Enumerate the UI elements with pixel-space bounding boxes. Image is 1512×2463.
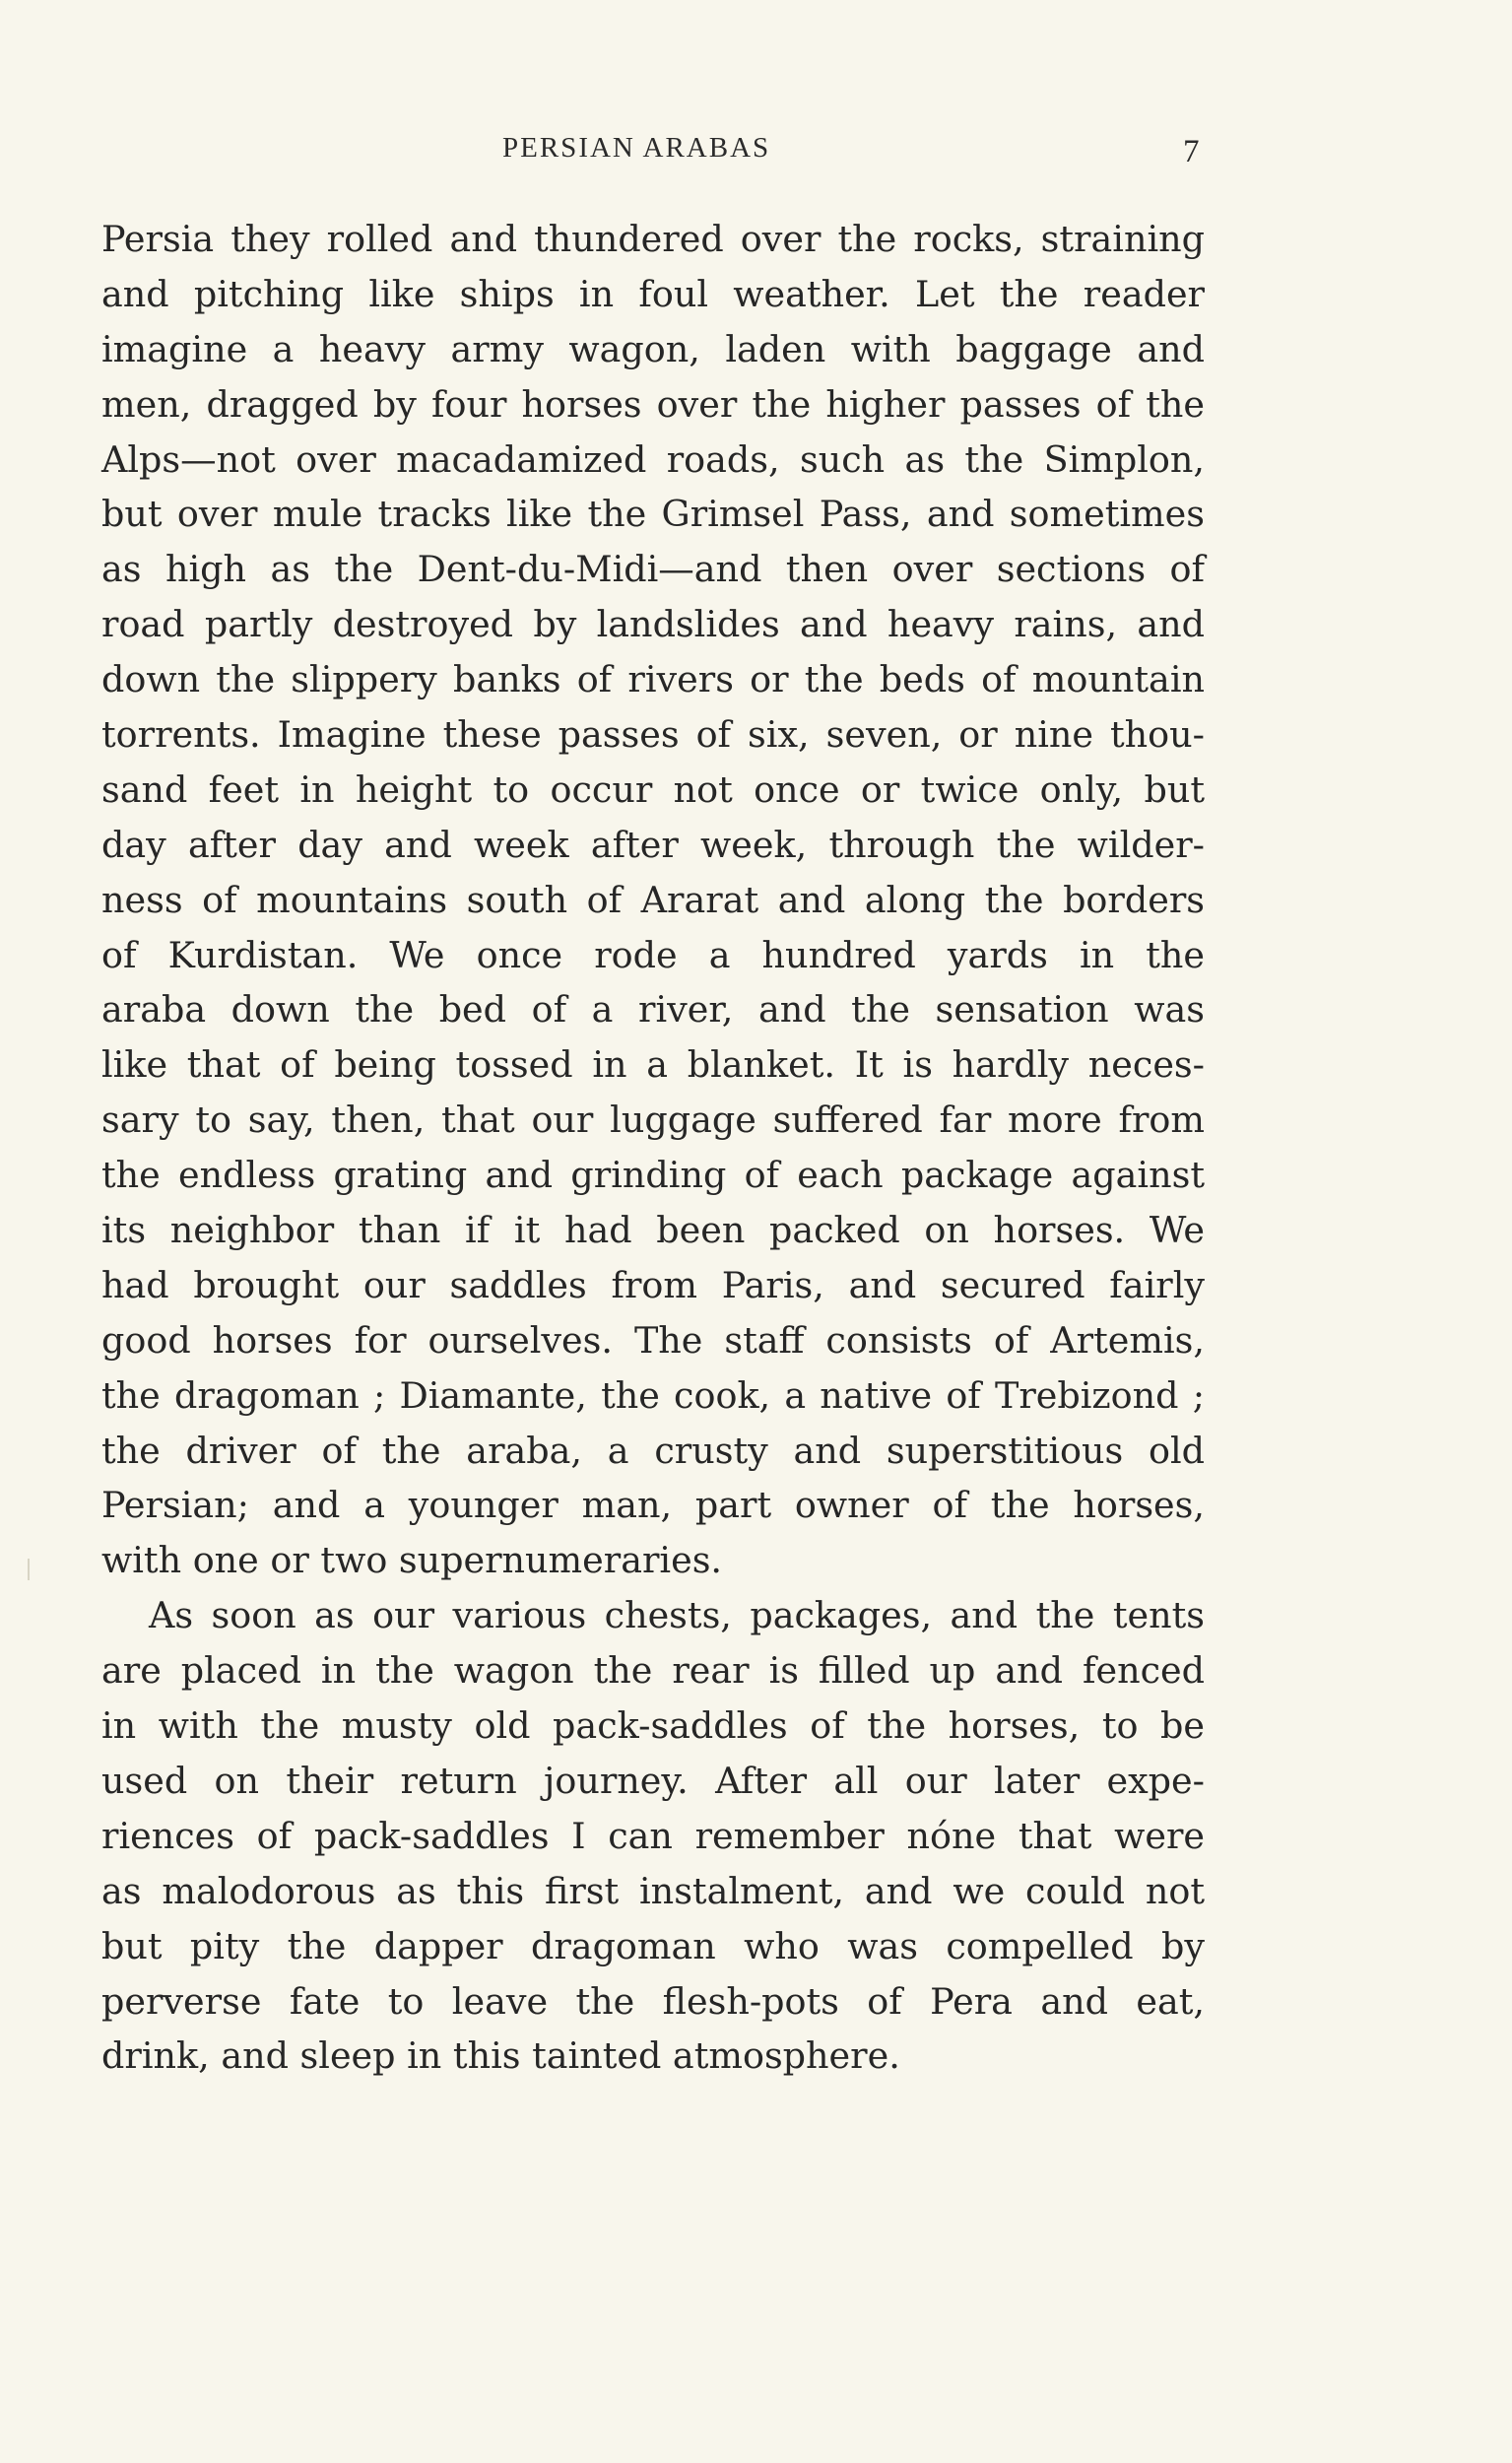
text-line: the endless grating and grinding of each package against [101, 1154, 1205, 1197]
body-text [101, 212, 1205, 2084]
text-line: its neighbor than if it had been packed on horses. We [101, 1209, 1205, 1252]
running-head [0, 132, 1512, 171]
text-line: had brought our saddles from Paris, and secured fairly [101, 1263, 1205, 1306]
page-number: 7 [1183, 134, 1200, 169]
text-line: as high as the Dent-du-Midi—and then over sections of [101, 548, 1205, 591]
paragraph-1 [101, 212, 1205, 1588]
text-line: used on their return journey. After all our later expe- [101, 1759, 1205, 1802]
text-line: drink, and sleep in this tainted atmosphere. [101, 2034, 900, 2078]
text-line: perverse fate to leave the flesh-pots of Pera and eat, [101, 1979, 1205, 2023]
text-line: the driver of the araba, a crusty and superstitious old [101, 1429, 1205, 1472]
text-line: but pity the dapper dragoman who was compelled by [101, 1924, 1205, 1967]
text-line: down the slippery banks of rivers or the beds of mountain [101, 658, 1205, 701]
text-line: the dragoman ; Diamante, the cook, a native of Trebizond ; [101, 1373, 1205, 1417]
text-line: torrents. Imagine these passes of six, seven, or nine thou- [101, 713, 1205, 757]
text-line: Persian; and a younger man, part owner of the horses, [101, 1484, 1205, 1527]
text-line: sary to say, then, that our luggage suffered far more from [101, 1098, 1205, 1142]
margin-mark [28, 1559, 30, 1580]
text-line: good horses for ourselves. The staff consists of Artemis, [101, 1318, 1205, 1362]
text-line: As soon as our various chests, packages, and the tents [149, 1594, 1205, 1637]
text-line: road partly destroyed by landslides and heavy rains, and [101, 603, 1205, 646]
text-line: of Kurdistan. We once rode a hundred yards in the [101, 933, 1205, 976]
paragraph-2 [101, 1588, 1205, 2084]
text-line: men, dragged by four horses over the higher passes of the [101, 382, 1205, 426]
text-line: like that of being tossed in a blanket. It is hardly neces- [101, 1043, 1205, 1087]
text-line: are placed in the wagon the rear is filled up and fenced [101, 1649, 1205, 1693]
text-line: with one or two supernumeraries. [101, 1539, 723, 1582]
text-line: araba down the bed of a river, and the sensation was [101, 988, 1205, 1032]
text-line: but over mule tracks like the Grimsel Pass, and sometimes [101, 493, 1205, 536]
text-line: as malodorous as this first instalment, and we could not [101, 1869, 1205, 1912]
text-line: riences of pack-saddles I can remember nóne that were [101, 1814, 1205, 1857]
text-line: sand feet in height to occur not once or twice only, but [101, 767, 1205, 811]
text-line: in with the musty old pack-saddles of the horses, to be [101, 1704, 1205, 1748]
text-line: Persia they rolled and thundered over the rocks, straining [101, 218, 1205, 260]
text-line: and pitching like ships in foul weather. Let the reader [101, 272, 1205, 315]
text-line: imagine a heavy army wagon, laden with baggage and [101, 327, 1205, 370]
running-title: PERSIAN ARABAS [502, 132, 771, 164]
text-line: day after day and week after week, through the wilder- [101, 823, 1205, 866]
text-line: ness of mountains south of Ararat and along the borders [101, 878, 1205, 921]
text-line: Alps—not over macadamized roads, such as the Simplon, [101, 437, 1205, 481]
